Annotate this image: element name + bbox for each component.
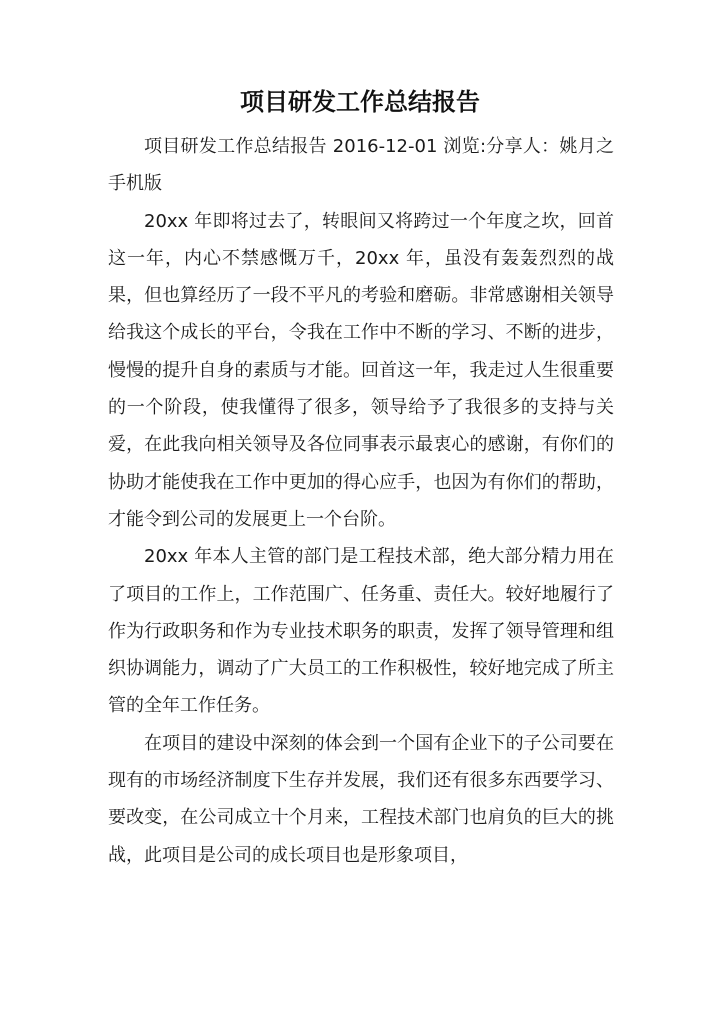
document-title: 项目研发工作总结报告 bbox=[240, 87, 480, 116]
paragraph: 20xx 年本人主管的部门是工程技术部，绝大部分精力用在了项目的工作上，工作范围广、任务重、责任大。较好地履行了作为行政职务和作为专业技术职务的职责，发挥了领导管理和组织协调能力，调动了广大员工的工作积极性，较好地完成了所主管的全年工作任务。 bbox=[108, 546, 614, 717]
paragraph-meta: 项目研发工作总结报告 2016-12-01 浏览:分享人：姚月之手机版 bbox=[108, 136, 614, 195]
paragraph: 20xx 年即将过去了，转眼间又将跨过一个年度之坎，回首这一年，内心不禁感慨万千，20xx 年，虽没有轰轰烈烈的战果，但也算经历了一段不平凡的考验和磨砺。非常感谢相关领导给我这个成长的平台，令我在工作中不断的学习、不断的进步，慢慢的提升自身的素质与才能。回首这一年，我走过人生很重要的一个阶段，使我懂得了很多，领导给予了我很多的支持与关爱，在此我向相关领导及各位同事表示最衷心的感谢，有你们的协助才能使我在工作中更加的得心应手，也因为有你们的帮助，才能令到公司的发展更上一个台阶。 bbox=[108, 210, 614, 530]
document-body bbox=[108, 128, 614, 874]
paragraph: 在项目的建设中深刻的体会到一个国有企业下的子公司要在现有的市场经济制度下生存并发展，我们还有很多东西要学习、要改变，在公司成立十个月来，工程技术部门也肩负的巨大的挑战，此项目是公司的成长项目也是形象项目， bbox=[108, 732, 614, 866]
